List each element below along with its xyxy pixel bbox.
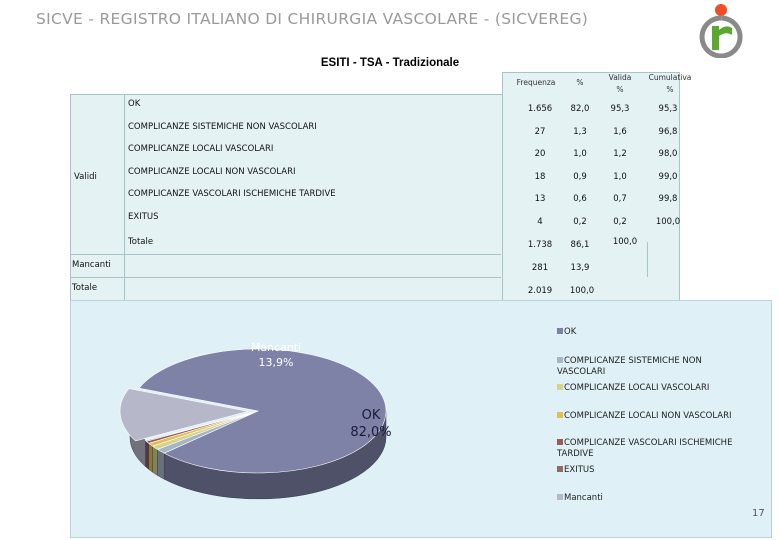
row-label: EXITUS [128,212,159,222]
row-label: COMPLICANZE VASCOLARI ISCHEMICHE TARDIVE [128,189,336,199]
cell-frequenza: 4 [537,217,543,227]
cell-percent: 0,9 [573,172,587,182]
table-title: ESITI - TSA - Tradizionale [320,57,460,69]
cell-percent: 0,6 [573,194,587,204]
legend-label: COMPLICANZE SISTEMICHE NON VASCOLARI [557,356,702,377]
total-label: Totale [72,283,98,293]
header-cumulativa: Cumulativa % [648,73,692,94]
cell-valida: 100,0 [612,237,638,247]
legend-swatch [557,466,563,472]
missing-frequenza: 281 [531,263,549,273]
legend-item [557,383,737,394]
group-label-validi: Validi [74,172,97,182]
legend-item [557,465,737,476]
legend-label: COMPLICANZE VASCOLARI ISCHEMICHE TARDIVE [557,438,733,459]
logo-stem [712,26,719,50]
cell-percent: 1,3 [573,127,587,137]
divider [70,277,501,278]
cell-frequenza: 20 [534,149,546,159]
cell-valida: 95,3 [610,104,630,114]
pie-label-name: Mancanti [250,341,302,354]
legend-label: COMPLICANZE LOCALI NON VASCOLARI [564,411,732,421]
pie-side [146,441,148,469]
row-label: Totale [128,237,154,247]
cell-percent: 1,0 [573,149,587,159]
cell-valida: 0,2 [613,217,627,227]
divider [70,254,501,255]
cell-frequenza: 18 [534,172,546,182]
cell-cumulativa: 99,8 [658,194,678,204]
logo-ring [702,18,740,56]
legend-swatch [557,357,563,363]
legend-item [557,411,737,422]
divider [124,94,125,300]
row-label: COMPLICANZE SISTEMICHE NON VASCOLARI [128,122,317,132]
cell-valida: 0,7 [613,194,627,204]
logo-arm [719,26,732,36]
legend-item [557,327,737,338]
cell-percent: 0,2 [573,217,587,227]
divider [647,242,648,277]
pie-side [153,446,158,475]
legend-swatch [557,412,563,418]
registry-logo [696,2,746,58]
legend-swatch [557,384,563,390]
cell-cumulativa: 99,0 [658,172,678,182]
legend-label: COMPLICANZE LOCALI VASCOLARI [564,383,710,393]
chart-panel [70,300,772,538]
total-percent: 100,0 [569,286,595,296]
cell-frequenza: 13 [534,194,546,204]
cell-valida: 1,6 [613,127,627,137]
legend-item [557,356,737,378]
pie-label-name: OK [361,408,381,423]
missing-label: Mancanti [72,260,111,270]
row-label: COMPLICANZE LOCALI VASCOLARI [128,144,274,154]
row-label: OK [128,99,141,109]
cell-cumulativa: 98,0 [658,149,678,159]
pie-chart [71,301,551,537]
legend-item [557,438,737,460]
total-frequenza: 2.019 [527,286,553,296]
header-valida: Valida % [608,73,632,94]
page-number: 17 [752,508,765,519]
pie-side [157,449,164,479]
legend-label: EXITUS [564,465,595,475]
cell-cumulativa: 95,3 [658,104,678,114]
cell-valida: 1,0 [613,172,627,182]
legend-label: OK [564,327,577,337]
cell-frequenza: 1.656 [527,104,553,114]
logo-dot [715,4,727,16]
pie-side [149,443,153,472]
cell-frequenza: 1.738 [527,240,553,250]
header-percent: % [576,78,584,87]
legend-swatch [557,328,563,334]
missing-percent: 13,9 [570,263,590,273]
cell-cumulativa: 100,0 [655,217,681,227]
cell-valida: 1,2 [613,149,627,159]
legend-item [557,493,737,504]
legend-label: Mancanti [564,493,603,503]
header-title: SICVE - REGISTRO ITALIANO DI CHIRURGIA VASCOLARE - (SICVEREG) [36,10,589,28]
legend-swatch [557,439,563,445]
pie-label-value: 82,0% [350,425,392,440]
cell-frequenza: 27 [534,127,546,137]
legend-swatch [557,494,563,500]
cell-cumulativa: 96,8 [658,127,678,137]
pie-label-value: 13,9% [258,356,294,369]
cell-percent: 86,1 [570,240,590,250]
frequency-table [70,72,692,300]
row-label: COMPLICANZE LOCALI NON VASCOLARI [128,167,296,177]
cell-percent: 82,0 [570,104,590,114]
header-frequenza: Frequenza [516,78,556,87]
